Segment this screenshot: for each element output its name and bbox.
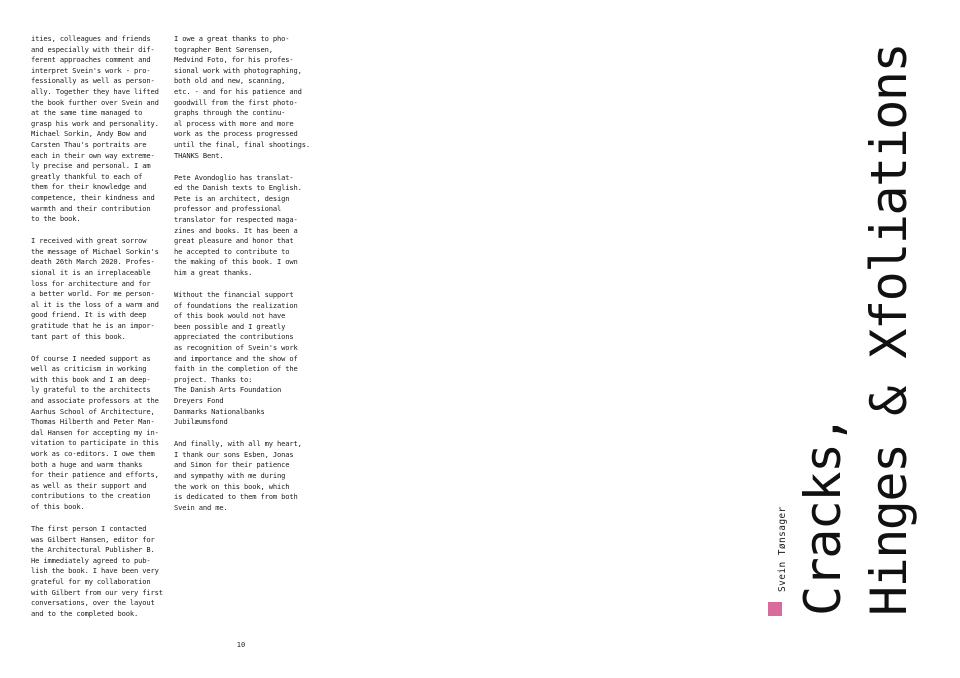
text-line: work as the process progressed [174,129,298,139]
text-line: work as co-editors. I owe them [31,448,155,458]
text-line: warmth and their contribution [31,203,151,213]
author-name: Svein Tønsager [777,506,788,592]
text-line: dal Hansen for accepting my in- [31,427,159,437]
paragraph [174,34,314,161]
text-line: Without the financial support [174,290,294,300]
text-line: appreciated the contributions [174,332,294,342]
text-line: and importance and the show of [174,353,298,363]
text-line: ly precise and personal. I am [31,161,151,171]
text-line: lish the book. I have been very [31,566,159,576]
text-line: Pete Avondoglio has translat- [174,172,294,182]
text-line: ed the Danish texts to English. [174,183,302,193]
text-line: and Simon for their patience [174,460,290,470]
text-line: he accepted to contribute to [174,246,290,256]
text-line: I thank our sons Esben, Jonas [174,449,294,459]
paragraph [31,354,171,513]
text-line: Svein and me. [174,502,228,512]
text-line: I received with great sorrow [31,236,147,246]
text-line: and sympathy with me during [174,471,286,481]
right-text-column [174,34,314,525]
text-line: as well as their support and [31,480,147,490]
text-line: the Architectural Publisher B. [31,545,155,555]
text-line: the making of this book. I own [174,257,298,267]
text-line: death 26th March 2020. Profes- [31,257,155,267]
author-color-square [768,602,782,616]
paragraph [174,290,314,428]
text-line: and to the completed book. [31,608,139,618]
text-line: The Danish Arts Foundation [174,385,282,395]
text-line: etc. - and for his patience and [174,86,302,96]
text-line: each in their own way extreme- [31,150,155,160]
text-line: as recognition of Svein's work [174,343,298,353]
text-line: He immediately agreed to pub- [31,555,151,565]
left-text-column [31,34,171,631]
text-line: translator for respected maga- [174,215,298,224]
text-line: Carsten Thau's portraits are [31,139,147,149]
text-line: zines and books. It has been a [174,225,298,235]
text-line: great pleasure and honor that [174,236,294,246]
text-line: contributions to the creation [31,491,151,501]
text-line: the book further over Svein and [31,97,159,107]
text-line: I owe a great thanks to pho- [174,34,290,43]
text-line: al it is the loss of a warm and [31,299,159,309]
text-line: Jubilæumsfond [174,417,228,427]
text-line: competence, their kindness and [31,192,155,202]
text-line: him a great thanks. [174,267,253,277]
text-line: until the final, final shootings. [174,139,310,149]
text-line: goodwill from the first photo- [174,97,298,107]
text-line: interpret Svein's work - pro- [31,65,151,75]
text-line: professor and professional [174,204,282,214]
text-line: graphs through the continu- [174,108,286,118]
text-line: with Gilbert from our very first [31,587,163,597]
text-line: of this book. [31,501,85,511]
text-line: and associate professors at the [31,396,159,405]
text-line: vitation to participate in this [31,438,159,448]
text-line: THANKS Bent. [174,150,224,160]
book-title-line-2: Hinges & Xfoliations [860,43,918,616]
text-line: The first person I contacted [31,524,147,534]
text-line: ally. Together they have lifted [31,86,159,96]
text-line: been possible and I greatly [174,321,286,331]
text-line: and especially with their dif- [31,44,155,54]
text-line: both a huge and warm thanks [31,459,143,469]
text-line: greatly thankful to each of [31,171,143,181]
text-line: Medvind Foto, for his profes- [174,55,294,65]
text-line: ly grateful to the architects [31,385,151,395]
text-line: project. Thanks to: [174,374,253,384]
text-line: of this book would not have [174,311,286,321]
text-line: faith in the completion of the [174,364,298,374]
paragraph [31,34,171,225]
page-number: 10 [236,641,246,649]
text-line: ferent approaches comment and [31,55,151,65]
text-line: them for their knowledge and [31,182,147,192]
text-line: a better world. For me person- [31,289,155,299]
text-line: the message of Michael Sorkin's [31,246,159,256]
text-line: tant part of this book. [31,331,126,341]
text-line: And finally, with all my heart, [174,439,302,449]
text-line: both old and new, scanning, [174,76,286,86]
text-line: is dedicated to them from both [174,492,298,502]
vertical-title-block [768,0,928,678]
text-line: Of course I needed support as [31,353,151,363]
text-line: the work on this book, which [174,481,290,491]
text-line: sional work with photographing, [174,65,302,75]
text-line: at the same time managed to [31,108,143,118]
text-line: well as criticism in working [31,364,147,374]
text-line: fessionally as well as person- [31,76,155,86]
paragraph [31,236,171,342]
book-title-line-1: Cracks, [794,415,852,616]
text-line: for their patience and efforts, [31,470,159,480]
text-line: good friend. It is with deep [31,310,147,320]
text-line: Danmarks Nationalbanks [174,406,265,416]
paragraph [31,524,171,619]
text-line: al process with more and more [174,118,294,128]
text-line: sional it is an irreplaceable [31,267,151,277]
text-line: gratitude that he is an impor- [31,320,155,330]
text-line: to the book. [31,214,81,224]
text-line: Thomas Hilberth and Peter Man- [31,417,155,427]
text-line: ities, colleagues and friends [31,34,151,43]
text-line: was Gilbert Hansen, editor for [31,534,155,544]
text-line: Michael Sorkin, Andy Bow and [31,129,147,139]
text-line: grasp his work and personality. [31,118,159,128]
text-line: Pete is an architect, design [174,193,290,203]
text-line: conversations, over the layout [31,598,155,608]
text-line: grateful for my collaboration [31,577,151,586]
text-line: Aarhus School of Architecture, [31,406,155,416]
text-line: of foundations the realization [174,300,298,310]
text-line: tographer Bent Sørensen, [174,44,273,54]
paragraph [174,173,314,279]
text-line: Dreyers Fond [174,396,224,405]
paragraph [174,439,314,513]
text-line: with this book and I am deep- [31,374,151,384]
text-line: loss for architecture and for [31,278,151,288]
